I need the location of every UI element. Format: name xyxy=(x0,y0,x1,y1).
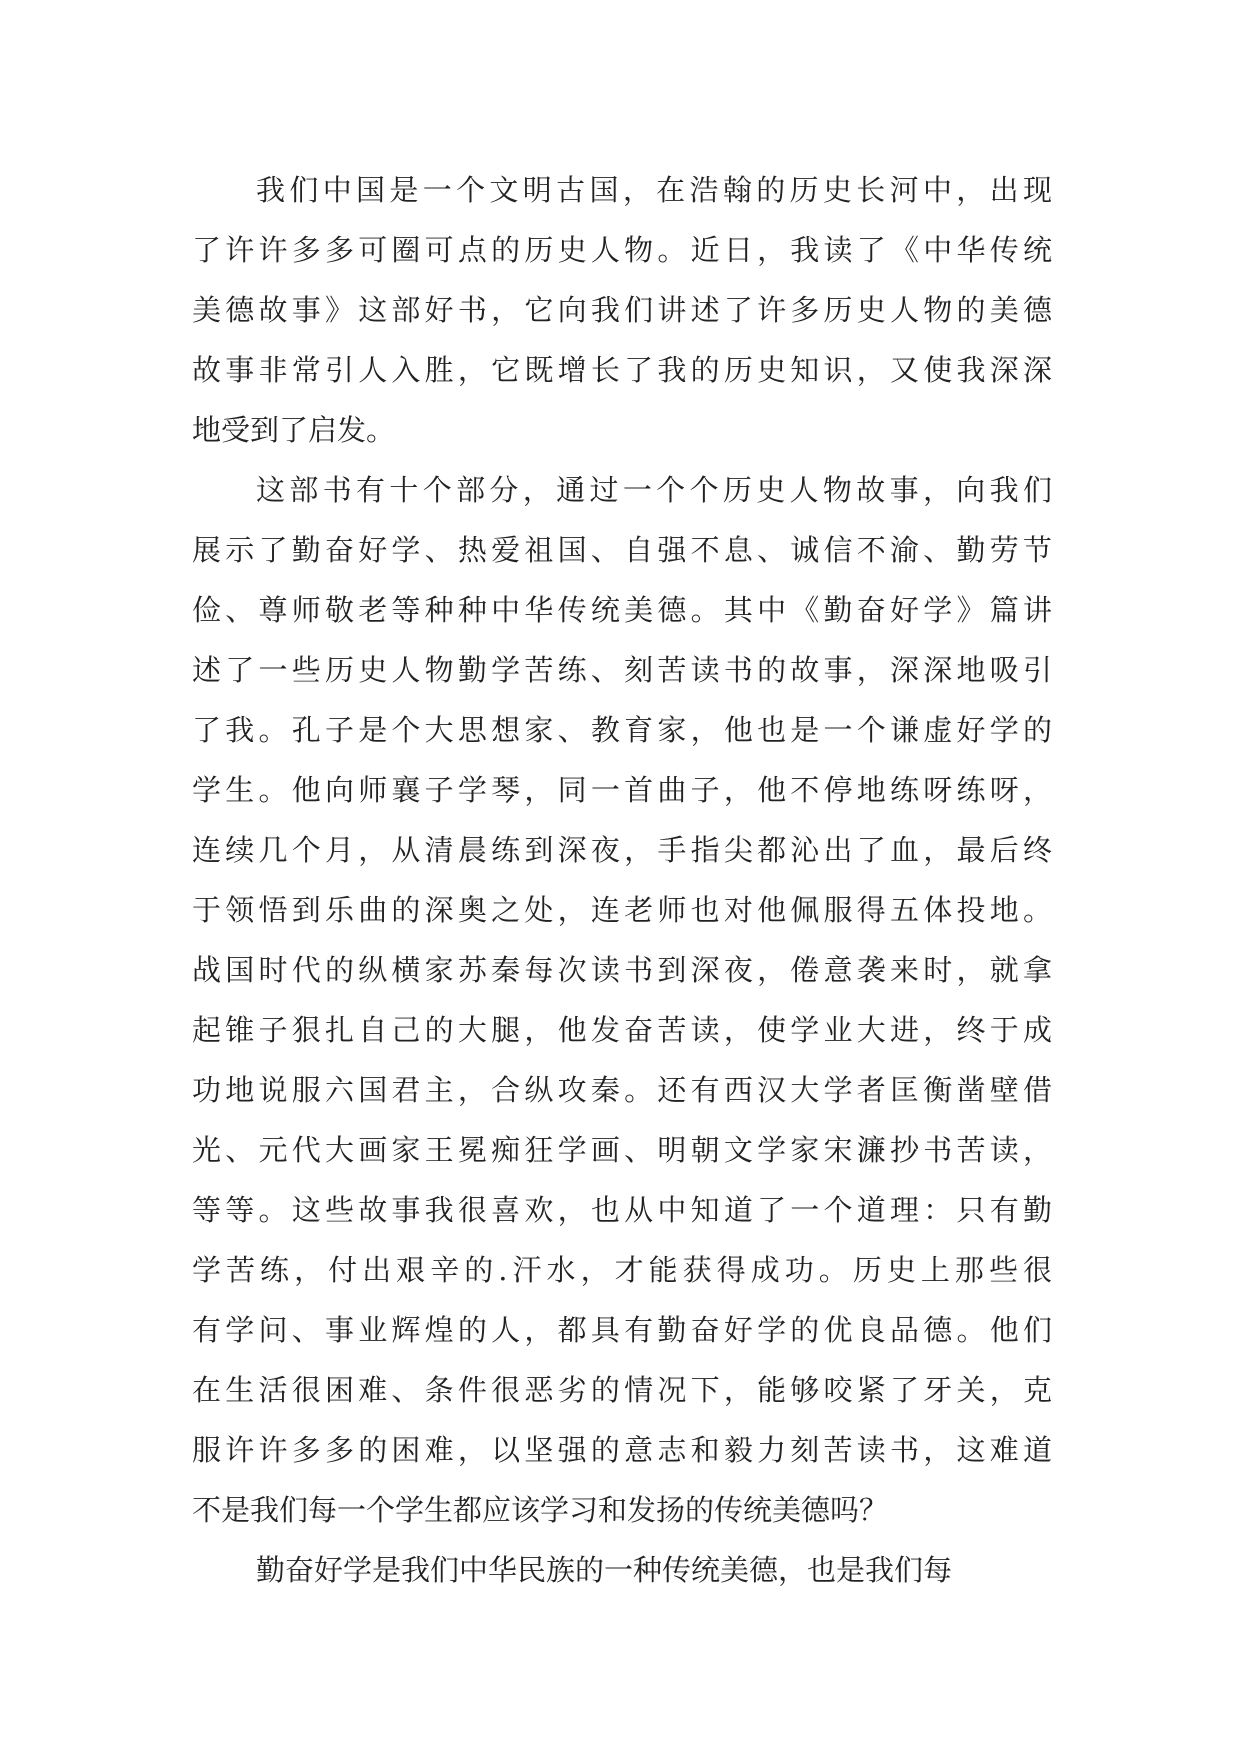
paragraph-line: 了许许多多可圈可点的历史人物。近日，我读了《中华传统 xyxy=(192,233,1052,267)
paragraph-line: 起锥子狠扎自己的大腿，他发奋苦读，使学业大进，终于成 xyxy=(192,1013,1052,1047)
paragraph-line: 这部书有十个部分，通过一个个历史人物故事，向我们 xyxy=(256,473,1052,507)
paragraph-line: 展示了勤奋好学、热爱祖国、自强不息、诚信不渝、勤劳节 xyxy=(192,533,1052,567)
paragraph-3 xyxy=(192,1540,1052,1600)
paragraph-1 xyxy=(192,160,1052,460)
paragraph-line: 俭、尊师敬老等种种中华传统美德。其中《勤奋好学》篇讲 xyxy=(192,593,1052,627)
paragraph-line: 地受到了启发。 xyxy=(192,413,396,447)
paragraph-line: 战国时代的纵横家苏秦每次读书到深夜，倦意袭来时，就拿 xyxy=(192,953,1052,987)
paragraph-line: 光、元代大画家王冕痴狂学画、明朝文学家宋濂抄书苦读， xyxy=(192,1133,1052,1167)
paragraph-line: 功地说服六国君主，合纵攻秦。还有西汉大学者匡衡凿壁借 xyxy=(192,1073,1052,1107)
paragraph-line: 学苦练，付出艰辛的.汗水，才能获得成功。历史上那些很 xyxy=(192,1253,1052,1287)
paragraph-line: 故事非常引人入胜，它既增长了我的历史知识，又使我深深 xyxy=(192,353,1052,387)
paragraph-line: 学生。他向师襄子学琴，同一首曲子，他不停地练呀练呀， xyxy=(192,773,1052,807)
paragraph-line: 等等。这些故事我很喜欢，也从中知道了一个道理：只有勤 xyxy=(192,1193,1052,1227)
paragraph-line: 勤奋好学是我们中华民族的一种传统美德，也是我们每 xyxy=(256,1553,953,1587)
paragraph-line: 在生活很困难、条件很恶劣的情况下，能够咬紧了牙关，克 xyxy=(192,1373,1052,1407)
paragraph-line: 我们中国是一个文明古国，在浩翰的历史长河中，出现 xyxy=(256,173,1052,207)
paragraph-line: 服许许多多的困难，以坚强的意志和毅力刻苦读书，这难道 xyxy=(192,1433,1052,1467)
paragraph-line: 述了一些历史人物勤学苦练、刻苦读书的故事，深深地吸引 xyxy=(192,653,1052,687)
paragraph-2 xyxy=(192,460,1052,1540)
paragraph-line: 连续几个月，从清晨练到深夜，手指尖都沁出了血，最后终 xyxy=(192,833,1052,867)
document-body xyxy=(192,160,1052,1600)
paragraph-line: 于领悟到乐曲的深奥之处，连老师也对他佩服得五体投地。 xyxy=(192,893,1052,927)
paragraph-line: 了我。孔子是个大思想家、教育家，他也是一个谦虚好学的 xyxy=(192,713,1052,747)
paragraph-line: 美德故事》这部好书，它向我们讲述了许多历史人物的美德 xyxy=(192,293,1052,327)
paragraph-line: 不是我们每一个学生都应该学习和发扬的传统美德吗？ xyxy=(192,1493,889,1527)
paragraph-line: 有学问、事业辉煌的人，都具有勤奋好学的优良品德。他们 xyxy=(192,1313,1052,1347)
